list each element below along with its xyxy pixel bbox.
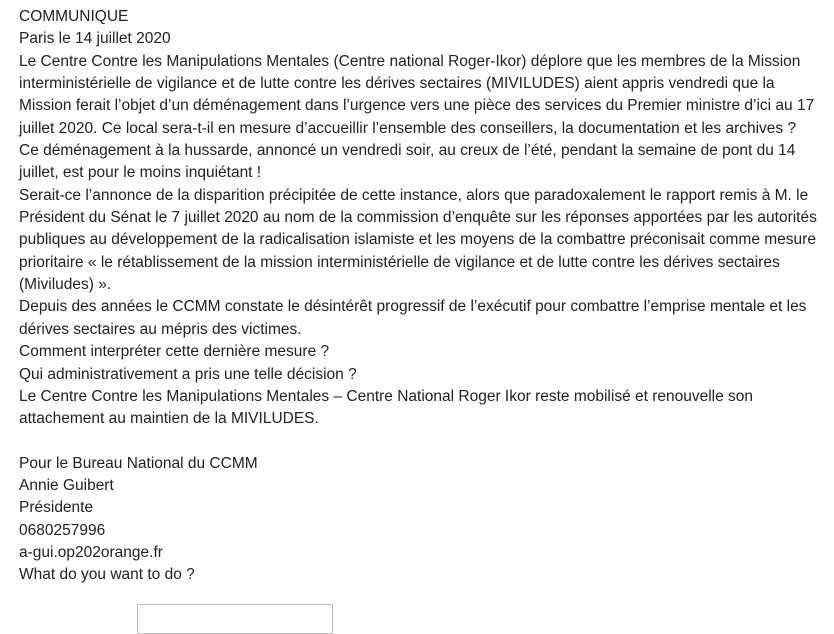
action-prompt: What do you want to do ? <box>19 566 195 584</box>
action-select-box[interactable] <box>137 604 333 634</box>
document-heading: COMMUNIQUE <box>19 8 129 25</box>
paragraph-6: Qui administrativement a pris une telle décision ? <box>19 365 357 383</box>
signature-title: Présidente <box>19 499 94 517</box>
paragraph-7: Le Centre Contre les Manipulations Mentales – Centre National Roger Ikor reste mobilisé et renouvelle son attachement au maintien de la MIVILUDES. <box>19 387 754 428</box>
paragraph-4: Depuis des années le CCMM constate le désintérêt progressif de l’exécutif pour combattre l’emprise mentale et les dérives sectaires au mépris des victimes. <box>19 298 807 338</box>
dateline: Paris le 14 juillet 2020 <box>19 30 171 48</box>
paragraph-5: Comment interpréter cette dernière mesure ? <box>19 343 330 361</box>
paragraph-1: Le Centre Contre les Manipulations Mentales (Centre national Roger-Ikor) déplore que les membres de la Mission interministérielle de vigilance et de lutte contre les dérives sectaires (MIVILUDES) aient appris vendredi que la Mission ferait l’objet d’un déménagement dans l’urgence vers une pièce des services du Premier ministre d’ici au 17 juillet 2020. Ce local sera-t-il en mesure d’accueillir l’ensemble des conseillers, la documentation et les archives ? <box>19 52 815 137</box>
spacer <box>19 431 819 453</box>
paragraph-2: Ce déménagement à la hussarde, annoncé un vendredi soir, au creux de l’été, pendant la semaine de pont du 14 juillet, est pour le moins inquiétant ! <box>19 142 796 182</box>
communique-document <box>19 6 819 587</box>
paragraph-3: Serait-ce l’annonce de la disparition précipitée de cette instance, alors que paradoxalement le rapport remis à M. le Président du Sénat le 7 juillet 2020 au nom de la commission d’enquête sur les réponses apportées par les autorités publiques au développement de la radicalisation islamiste et les moyens de la combattre préconisait comme mesure prioritaire « le rétablissement de la mission interministérielle de vigilance et de lutte contre les dérives sectaires (Miviludes) ». <box>19 186 817 294</box>
signature-name: Annie Guibert <box>19 476 114 494</box>
signature-org: Pour le Bureau National du CCMM <box>19 454 258 472</box>
signature-phone: 0680257996 <box>19 521 106 539</box>
signature-email: a-gui.op202orange.fr <box>19 543 163 561</box>
